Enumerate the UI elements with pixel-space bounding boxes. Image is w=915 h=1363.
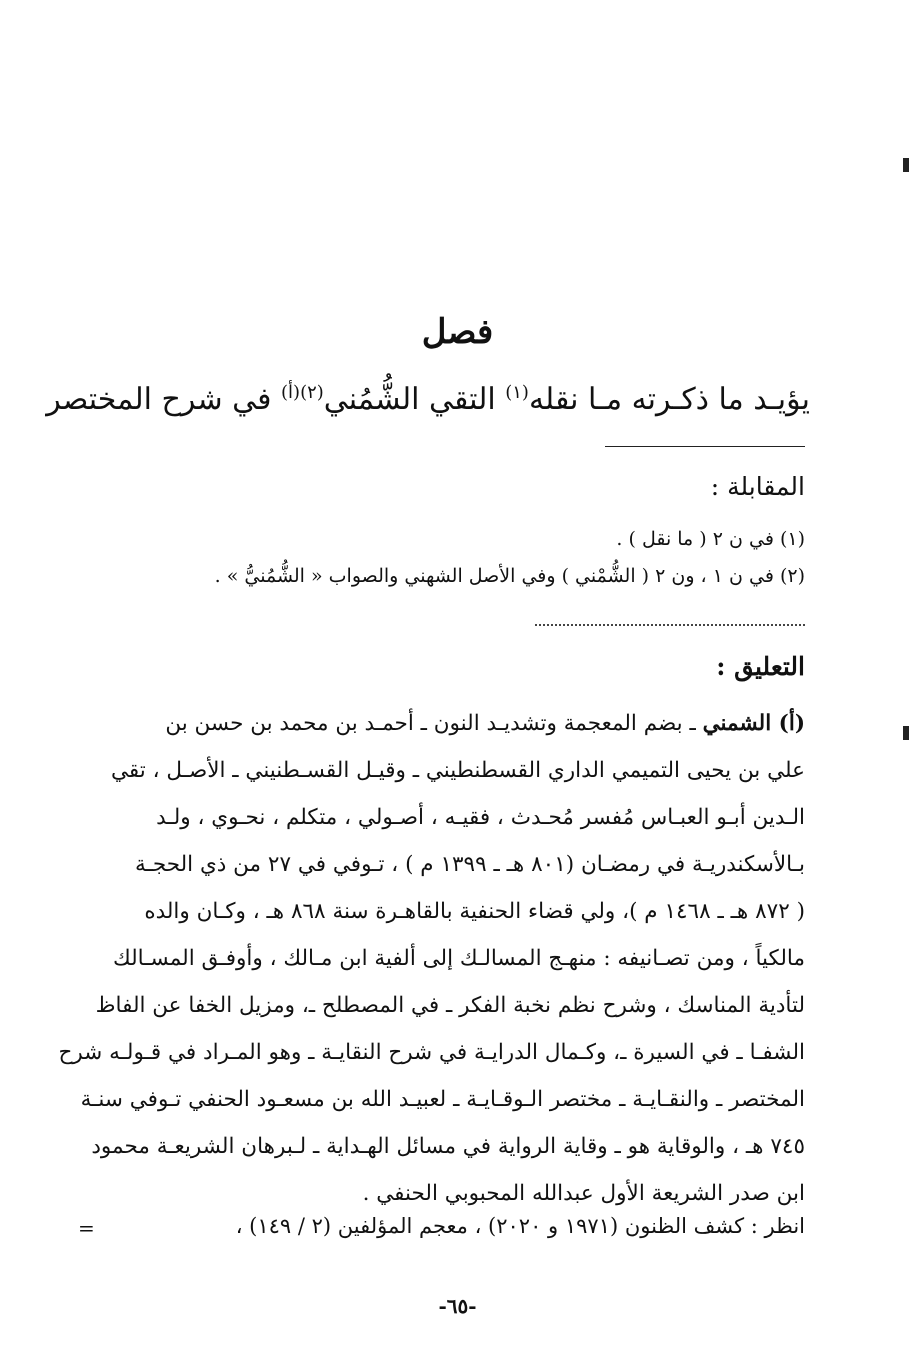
reference-line: انظر : كشف الظنون (١٩٧١ و ٢٠٢٠) ، معجم المؤلفين (٢ / ١٤٩) ، xyxy=(235,1214,805,1238)
scan-edge-mark xyxy=(903,726,909,740)
footnote-2: (٢) في ن ١ ، ون ٢ ( الشُّمْني ) وفي الأصل الشهني والصواب « الشُّمُنيُّ » . xyxy=(214,565,805,587)
commentary-paragraph xyxy=(58,700,805,1217)
commentary-line-1 xyxy=(108,700,805,747)
main-text-line xyxy=(46,382,810,417)
commentary-line-text: ـ بضم المعجمة وتشديـد النون ـ أحمـد بن محمد بن حسن بن xyxy=(165,711,703,736)
main-text-before: يؤيـد ما ذكـرته مـا نقله xyxy=(528,382,810,417)
main-text-mid: التقي الشُّمُني xyxy=(323,382,506,417)
commentary-line-11: ابن صدر الشريعة الأول عبدالله المحبوبي الحنفي . xyxy=(362,1181,805,1206)
footnote-ref-2: (٢) xyxy=(300,382,324,403)
footnote-separator-rule xyxy=(605,446,805,447)
page-number: -٦٥- xyxy=(438,1294,477,1318)
footnote-1: (١) في ن ٢ ( ما نقل ) . xyxy=(616,528,805,550)
commentary-line-2: علي بن يحيى التميمي الداري القسطنطيني ـ وقيـل القسـطنيني ـ الأصـل ، تقي xyxy=(110,758,805,783)
commentary-line-5: ( ٨٧٢ هـ ـ ١٤٦٨ م )، ولي قضاء الحنفية بالقاهـرة سنة ٨٦٨ هـ ، وكـان والده xyxy=(144,899,805,924)
muqabala-title: المقابلة : xyxy=(710,472,805,501)
commentary-lead: (أ) الشمني xyxy=(702,711,805,736)
commentary-line-10: ٧٤٥ هـ ، والوقاية هو ـ وقاية الرواية في مسائل الهـداية ـ لـبرهان الشريعـة محمود xyxy=(91,1134,805,1159)
section-heading: فصل xyxy=(421,312,494,352)
commentary-line-3: الـدين أبـو العبـاس مُفسر مُحـدث ، فقيـه ، أصـولي ، متكلم ، نحـوي ، ولـد xyxy=(156,805,805,830)
scan-edge-mark xyxy=(903,158,909,172)
main-text-after: في شرح المختصر xyxy=(46,382,282,417)
footnote-ref-1: (١) xyxy=(505,382,529,403)
continuation-mark: = xyxy=(78,1216,95,1240)
commentary-line-9: المختصر ـ والنقـايـة ـ مختصر الـوقـايـة ـ لعبيـد الله بن مسعـود الحنفي تـوفي سنـة xyxy=(80,1087,805,1112)
commentary-ref-a: (أ) xyxy=(281,382,301,403)
taaliq-title: التعليق : xyxy=(716,652,805,681)
commentary-line-4: بـالأسكندريـة في رمضـان (٨٠١ هـ ـ ١٣٩٩ م ) ، تـوفي في ٢٧ من ذي الحجـة xyxy=(135,852,805,877)
commentary-line-6: مالكياً ، ومن تصـانيفه : منهـج المسالـك إلى ألفية ابن مـالك ، وأوفـق المسـالك xyxy=(113,946,805,971)
commentary-line-7: لتأدية المناسك ، وشرح نظم نخبة الفكر ـ في المصطلح ـ، ومزيل الخفا عن الفاظ xyxy=(95,993,805,1018)
commentary-line-8: الشفـا ـ في السيرة ـ، وكـمال الدرايـة في شرح النقايـة ـ وهو المـراد في قـولـه شرح xyxy=(58,1040,805,1065)
dotted-separator xyxy=(535,624,805,626)
